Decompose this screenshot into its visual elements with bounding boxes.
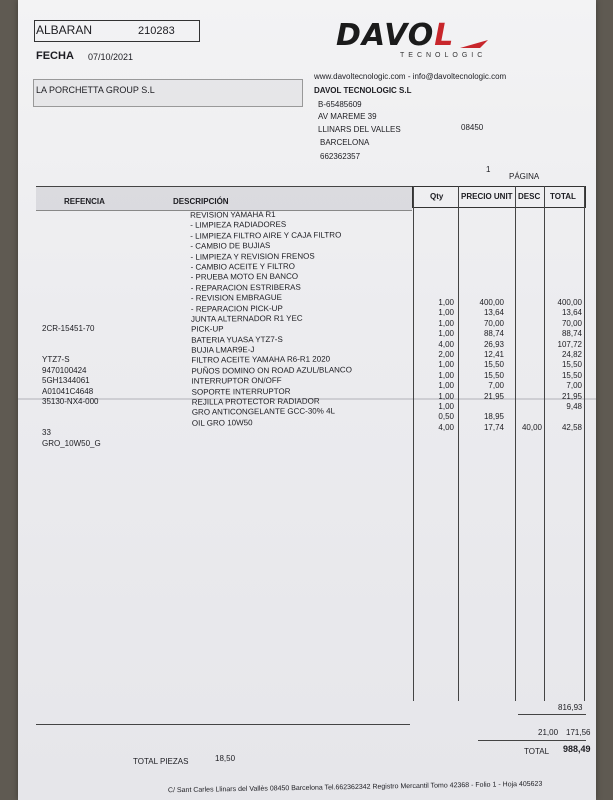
line-description: OIL GRO 10W50 — [191, 417, 253, 428]
line-description: - REPARACION ESTRIBERAS — [190, 282, 301, 293]
col-header-qty: Qty — [430, 192, 444, 201]
line-discount — [518, 371, 542, 381]
col-line-3 — [515, 186, 516, 701]
line-reference: 9470100424 — [42, 365, 87, 375]
line-price: 18,95 — [483, 412, 504, 422]
line-reference — [42, 241, 101, 251]
line-reference — [42, 407, 101, 417]
line-total: 15,50 — [561, 360, 582, 370]
company-name: DAVOL TECNOLOGIC S.L — [314, 86, 412, 95]
line-total: 15,50 — [561, 370, 582, 380]
line-price: 15,50 — [483, 360, 504, 370]
col-header-price: PRECIO UNIT — [461, 192, 513, 201]
fecha-value: 07/10/2021 — [88, 52, 134, 62]
line-description: REJILLA PROTECTOR RADIADOR — [191, 396, 320, 407]
line-reference: GRO_10W50_G — [42, 438, 101, 448]
total-label: TOTAL — [524, 747, 550, 756]
line-total — [546, 412, 582, 422]
ref-column — [42, 210, 101, 449]
line-total: 21,95 — [561, 391, 582, 401]
line-discount — [518, 360, 542, 370]
line-reference: YTZ7-S — [42, 355, 70, 365]
logo-swoosh-icon — [458, 28, 492, 52]
line-reference — [42, 304, 101, 314]
line-price: 13,64 — [483, 308, 504, 318]
line-discount — [518, 412, 542, 422]
total-column — [546, 298, 582, 433]
subtotal-rule — [518, 714, 586, 715]
invoice-paper — [18, 0, 596, 800]
line-qty: 1,00 — [438, 308, 454, 318]
line-price: 70,00 — [483, 318, 504, 328]
line-description: BATERIA YUASA YTZ7-S — [191, 334, 283, 345]
line-discount — [518, 381, 542, 391]
line-price: 400,00 — [479, 298, 504, 307]
line-reference — [42, 293, 101, 303]
line-reference — [42, 252, 101, 262]
page-label: PÁGINA — [509, 172, 540, 181]
line-reference — [42, 335, 101, 345]
total-value: 988,49 — [563, 744, 591, 754]
line-description: - CAMBIO ACEITE Y FILTRO — [190, 261, 296, 272]
line-total: 70,00 — [561, 318, 582, 328]
line-total: 7,00 — [566, 381, 582, 391]
company-web: www.davoltecnologic.com - info@davoltecnologic.com — [314, 72, 507, 81]
line-reference: 5GH1344061 — [42, 376, 90, 386]
line-discount: 40,00 — [521, 422, 542, 432]
company-province: BARCELONA — [320, 138, 370, 147]
desc-column — [190, 209, 352, 429]
line-description: INTERRUPTOR ON/OFF — [191, 376, 282, 386]
line-description: SOPORTE INTERRUPTOR — [191, 386, 291, 397]
line-qty: 1,00 — [438, 370, 454, 380]
line-total: 13,64 — [561, 308, 582, 318]
col-line-1 — [413, 186, 414, 701]
line-total: 9,48 — [566, 401, 582, 411]
col-line-2 — [458, 186, 459, 701]
line-discount — [518, 340, 542, 350]
line-description: - LIMPIEZA RADIADORES — [190, 220, 287, 231]
line-reference — [42, 283, 101, 293]
line-total: 400,00 — [557, 298, 582, 307]
line-reference — [42, 345, 101, 355]
line-total: 24,82 — [561, 349, 582, 359]
col-header-desc: DESCRIPCIÓN — [173, 197, 229, 206]
line-description: JUNTA ALTERNADOR R1 YEC — [190, 313, 303, 324]
line-description: FILTRO ACEITE YAMAHA R6-R1 2020 — [191, 354, 331, 366]
line-price: 7,00 — [488, 381, 504, 391]
line-reference — [42, 272, 101, 282]
qty-column — [422, 298, 454, 433]
line-description: GRO ANTICONGELANTE GCC-30% 4L — [191, 406, 336, 418]
line-description: REVISION YAMAHA R1 — [190, 209, 276, 220]
line-description: - CAMBIO DE BUJIAS — [190, 241, 271, 251]
albaran-label: ALBARAN — [36, 23, 93, 37]
line-qty: 1,00 — [438, 381, 454, 391]
line-price: 15,50 — [483, 370, 504, 380]
line-total: 107,72 — [557, 339, 582, 349]
col-header-ref: REFENCIA — [64, 197, 105, 206]
line-price: 88,74 — [483, 329, 504, 339]
company-city: LLINARS DEL VALLES — [318, 125, 401, 134]
company-address: AV MAREME 39 — [318, 112, 377, 121]
col-line-4 — [544, 186, 545, 701]
line-price — [464, 402, 504, 412]
line-reference: 35130-NX4-000 — [42, 397, 99, 407]
line-discount — [518, 298, 542, 308]
line-description: - PRUEBA MOTO EN BANCO — [190, 272, 299, 283]
line-discount — [518, 392, 542, 402]
subtotal-value: 816,93 — [558, 703, 583, 712]
line-discount — [518, 308, 542, 318]
line-price: 17,74 — [483, 422, 504, 432]
col-header-disc: DESC — [518, 192, 541, 201]
company-phone: 662362357 — [320, 152, 361, 161]
line-description: PUÑOS DOMINO ON ROAD AZUL/BLANCO — [191, 365, 352, 376]
line-description: - REVISION EMBRAGUE — [190, 293, 282, 303]
line-reference: 2CR-15451-70 — [42, 324, 95, 334]
albaran-number: 210283 — [138, 25, 175, 37]
line-reference — [42, 220, 101, 230]
line-qty: 1,00 — [438, 318, 454, 328]
logo-tagline: TECNOLOGIC — [400, 52, 487, 59]
customer-name: LA PORCHETTA GROUP S.L — [36, 85, 155, 95]
line-qty: 4,00 — [438, 339, 454, 349]
line-discount — [518, 329, 542, 339]
price-column — [464, 298, 504, 433]
line-reference: 33 — [42, 428, 51, 438]
col-header-total: TOTAL — [550, 192, 576, 201]
line-description: - LIMPIEZA FILTRO AIRE Y CAJA FILTRO — [190, 230, 342, 241]
tax-amount: 171,56 — [566, 728, 591, 737]
line-price: 12,41 — [483, 349, 504, 359]
company-cif: B-65485609 — [318, 100, 362, 109]
line-qty: 1,00 — [438, 360, 454, 370]
line-description: - REPARACION PICK-UP — [190, 303, 283, 314]
total-piezas-label: TOTAL PIEZAS — [133, 757, 189, 766]
davol-logo: DAVOL — [336, 18, 455, 53]
fecha-label: FECHA — [36, 50, 74, 62]
tax-rate: 21,00 — [538, 728, 559, 737]
footer-legal-text: C/ Sant Carles Llinars del Vallès 08450 Barcelona Tel.662362342 Registro Mercantil Tomo 42368 - Folio 1 - Hoja 405623 — [167, 780, 543, 795]
company-postal-code: 08450 — [461, 123, 484, 132]
line-reference: A01041C4648 — [42, 386, 94, 396]
total-piezas-value: 18,50 — [215, 754, 236, 763]
tax-rule — [478, 740, 586, 741]
line-discount — [518, 402, 542, 412]
line-discount — [518, 319, 542, 329]
line-price: 26,93 — [483, 339, 504, 349]
footer-rule-left — [36, 724, 410, 725]
line-discount — [518, 350, 542, 360]
line-reference — [42, 314, 101, 324]
line-qty: 2,00 — [438, 349, 454, 359]
line-price: 21,95 — [483, 391, 504, 401]
line-description: - LIMPIEZA Y REVISION FRENOS — [190, 251, 315, 262]
line-qty: 1,00 — [438, 391, 454, 401]
line-reference — [42, 418, 101, 428]
line-description: PICK-UP — [191, 324, 224, 334]
line-qty: 1,00 — [438, 401, 454, 411]
disc-column — [518, 298, 542, 433]
line-reference — [42, 231, 101, 241]
line-reference — [42, 210, 101, 220]
line-qty: 4,00 — [438, 422, 454, 432]
line-qty: 1,00 — [438, 329, 454, 339]
line-reference — [42, 262, 101, 272]
page-number: 1 — [486, 165, 491, 174]
line-description: BUJIA LMAR9E-J — [191, 345, 255, 355]
line-total: 88,74 — [561, 329, 582, 339]
col-line-5 — [584, 186, 585, 701]
line-qty: 0,50 — [438, 412, 454, 422]
line-total: 42,58 — [561, 422, 582, 432]
line-qty: 1,00 — [438, 298, 454, 307]
